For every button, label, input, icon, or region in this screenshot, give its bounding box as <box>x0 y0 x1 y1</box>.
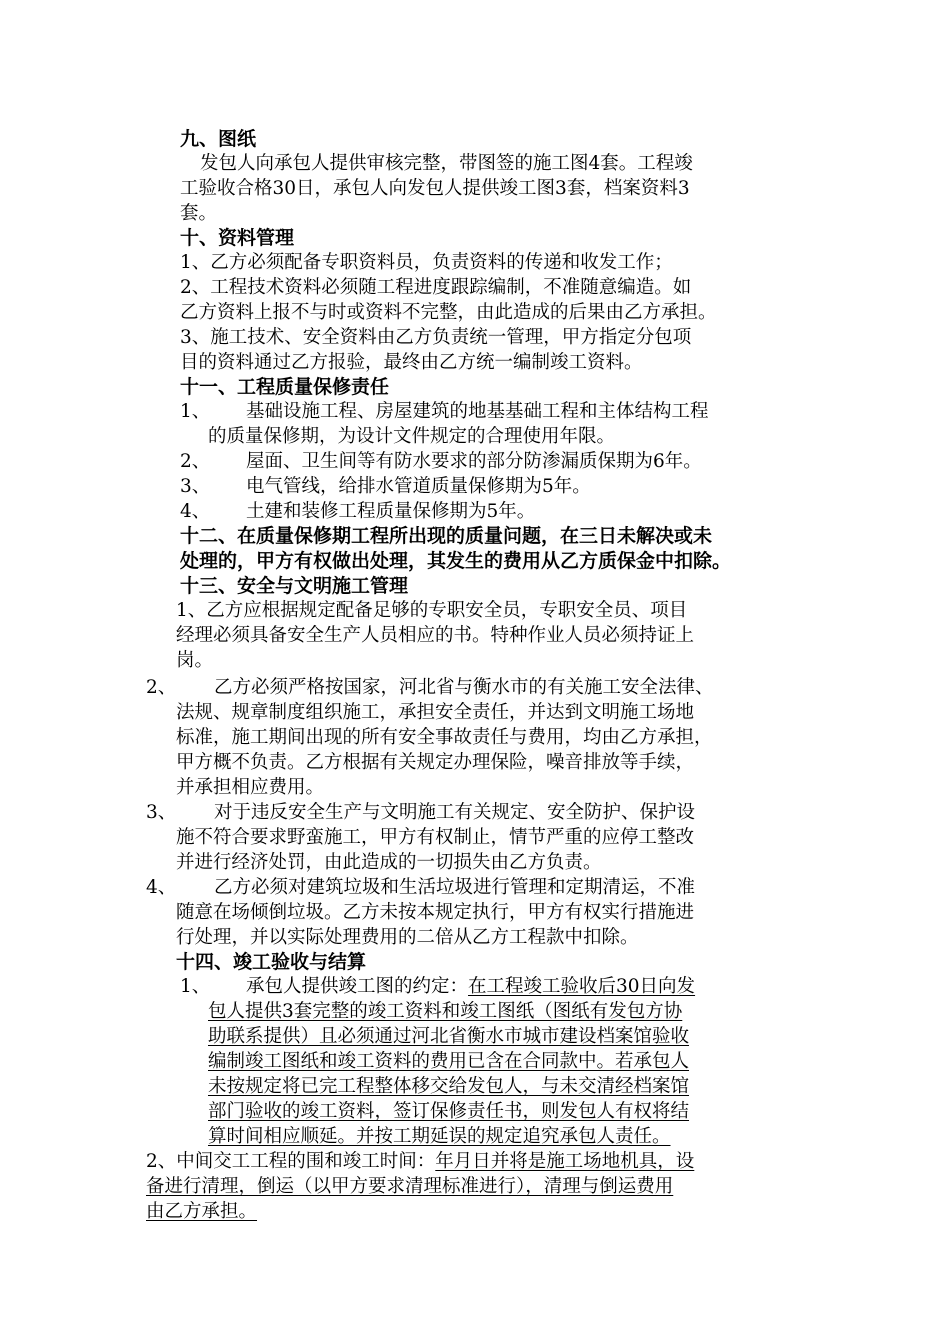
section-11-item-3-num: 3、 <box>180 476 211 497</box>
section-14-item-1-line-3: 助联系提供）且必须通过河北省衡水市城市建设档案馆验收 <box>208 1026 690 1047</box>
section-11-item-4-num: 4、 <box>180 501 211 522</box>
section-14-item-1-line-5: 未按规定将已完工程整体移交给发包人，与未交清经档案馆 <box>208 1076 690 1097</box>
section-13-item-3-line-3: 并进行经济处罚，由此造成的一切损失由乙方负责。 <box>176 852 602 873</box>
section-13-item-2-line-4: 甲方概不负责。乙方根据有关规定办理保险，噪音排放等手续， <box>176 752 695 773</box>
section-13-item-4-line-3: 行处理，并以实际处理费用的二倍从乙方工程款中扣除。 <box>176 927 639 948</box>
section-10-line-3: 乙方资料上报不与时或资料不完整，由此造成的后果由乙方承担。 <box>180 302 717 323</box>
section-10-heading: 十、资料管理 <box>180 227 295 249</box>
section-14-item-2-lead: 2、中间交工工程的围和竣工时间： <box>146 1151 436 1172</box>
section-10-line-4: 3、施工技术、安全资料由乙方负责统一管理，甲方指定分包项 <box>180 327 692 348</box>
section-11-heading: 十一、工程质量保修责任 <box>180 376 390 398</box>
section-14-item-1-line-7: 算时间相应顺延。并按工期延误的规定追究承包人责任。 <box>208 1126 671 1147</box>
section-10-line-1: 1、乙方必须配备专职资料员，负责资料的传递和收发工作； <box>180 252 673 273</box>
section-14-item-1-line-2: 包人提供3套完整的竣工资料和竣工图纸（图纸有发包方协 <box>208 1001 683 1022</box>
section-13-item-2-line-2: 法规、规章制度组织施工，承担安全责任，并达到文明施工场地 <box>176 702 695 723</box>
section-14-heading: 十四、竣工验收与结算 <box>176 951 367 973</box>
section-11-item-1-num: 1、 <box>180 401 211 422</box>
section-13-item-2-first: 乙方必须严格按国家，河北省与衡水市的有关施工安全法律、 <box>214 677 714 698</box>
section-11-item-4-line-1: 土建和装修工程质量保修期为5年。 <box>246 501 536 522</box>
section-9-line-3: 套。 <box>180 203 218 224</box>
section-13-item-3-num: 3、 <box>146 802 177 823</box>
section-11-item-3-line-1: 电气管线，给排水管道质量保修期为5年。 <box>246 476 591 497</box>
section-11-item-2-num: 2、 <box>180 451 211 472</box>
section-11-item-1-line-1: 基础设施工程、房屋建筑的地基基础工程和主体结构工程 <box>246 401 709 422</box>
section-9-line-1: 发包人向承包人提供审核完整，带图签的施工图4套。工程竣 <box>200 153 693 174</box>
section-14-item-1-line-6: 部门验收的竣工资料，签订保修责任书，则发包人有权将结 <box>208 1101 690 1122</box>
section-10-line-2: 2、工程技术资料必须随工程进度跟踪编制，不准随意编造。如 <box>180 277 692 298</box>
section-13-item-2-line-5: 并承担相应费用。 <box>176 777 325 798</box>
section-12-line-2: 处理的，甲方有权做出处理，其发生的费用从乙方质保金中扣除。 <box>180 550 732 572</box>
section-14-item-2-first-underlined: 年月日并将是施工场地机具，设 <box>435 1151 695 1172</box>
section-11-item-1-line-2: 的质量保修期，为设计文件规定的合理使用年限。 <box>208 426 616 447</box>
section-13-item-2-line-3: 标准，施工期间出现的所有安全事故责任与费用，均由乙方承担， <box>176 727 713 748</box>
section-14-item-1-num: 1、 <box>180 976 211 997</box>
section-14-item-2-line-3: 由乙方承担。 <box>146 1201 258 1222</box>
section-13-item-4-num: 4、 <box>146 877 177 898</box>
section-11-item-2-line-1: 屋面、卫生间等有防水要求的部分防渗漏质保期为6年。 <box>246 451 702 472</box>
section-13-item-4-first: 乙方必须对建筑垃圾和生活垃圾进行管理和定期清运，不准 <box>214 877 696 898</box>
section-14-item-1-first-underlined: 在工程竣工验收后30日向发 <box>468 976 696 997</box>
section-13-item-1-line-1: 1、乙方应根据规定配备足够的专职安全员，专职安全员、项目 <box>176 600 688 621</box>
section-14-item-1-line-4: 编制竣工图纸和竣工资料的费用已含在合同款中。若承包人 <box>208 1051 690 1072</box>
section-14-item-1-first <box>246 975 695 999</box>
section-9-line-2: 工验收合格30日，承包人向发包人提供竣工图3套，档案资料3 <box>180 178 690 199</box>
section-14-item-1-lead: 承包人提供竣工图的约定： <box>246 976 469 997</box>
section-13-item-1-line-2: 经理必须具备安全生产人员相应的书。特种作业人员必须持证上 <box>176 625 695 646</box>
section-14-item-2-line-2: 备进行清理，倒运（以甲方要求清理标准进行），清理与倒运费用 <box>146 1176 674 1197</box>
section-13-item-2-num: 2、 <box>146 677 177 698</box>
section-9-heading: 九、图纸 <box>180 128 257 150</box>
section-13-heading: 十三、安全与文明施工管理 <box>180 575 409 597</box>
section-10-line-5: 目的资料通过乙方报验，最终由乙方统一编制竣工资料。 <box>180 352 643 373</box>
section-13-item-4-line-2: 随意在场倾倒垃圾。乙方未按本规定执行，甲方有权实行措施进 <box>176 902 695 923</box>
section-12-line-1: 十二、在质量保修期工程所出现的质量问题，在三日未解决或未 <box>180 525 713 547</box>
section-14-item-2-first <box>146 1150 694 1174</box>
section-13-item-1-line-3: 岗。 <box>176 650 214 671</box>
section-13-item-3-first: 对于违反安全生产与文明施工有关规定、安全防护、保护设 <box>214 802 696 823</box>
section-13-item-3-line-2: 施不符合要求野蛮施工，甲方有权制止，情节严重的应停工整改 <box>176 827 695 848</box>
